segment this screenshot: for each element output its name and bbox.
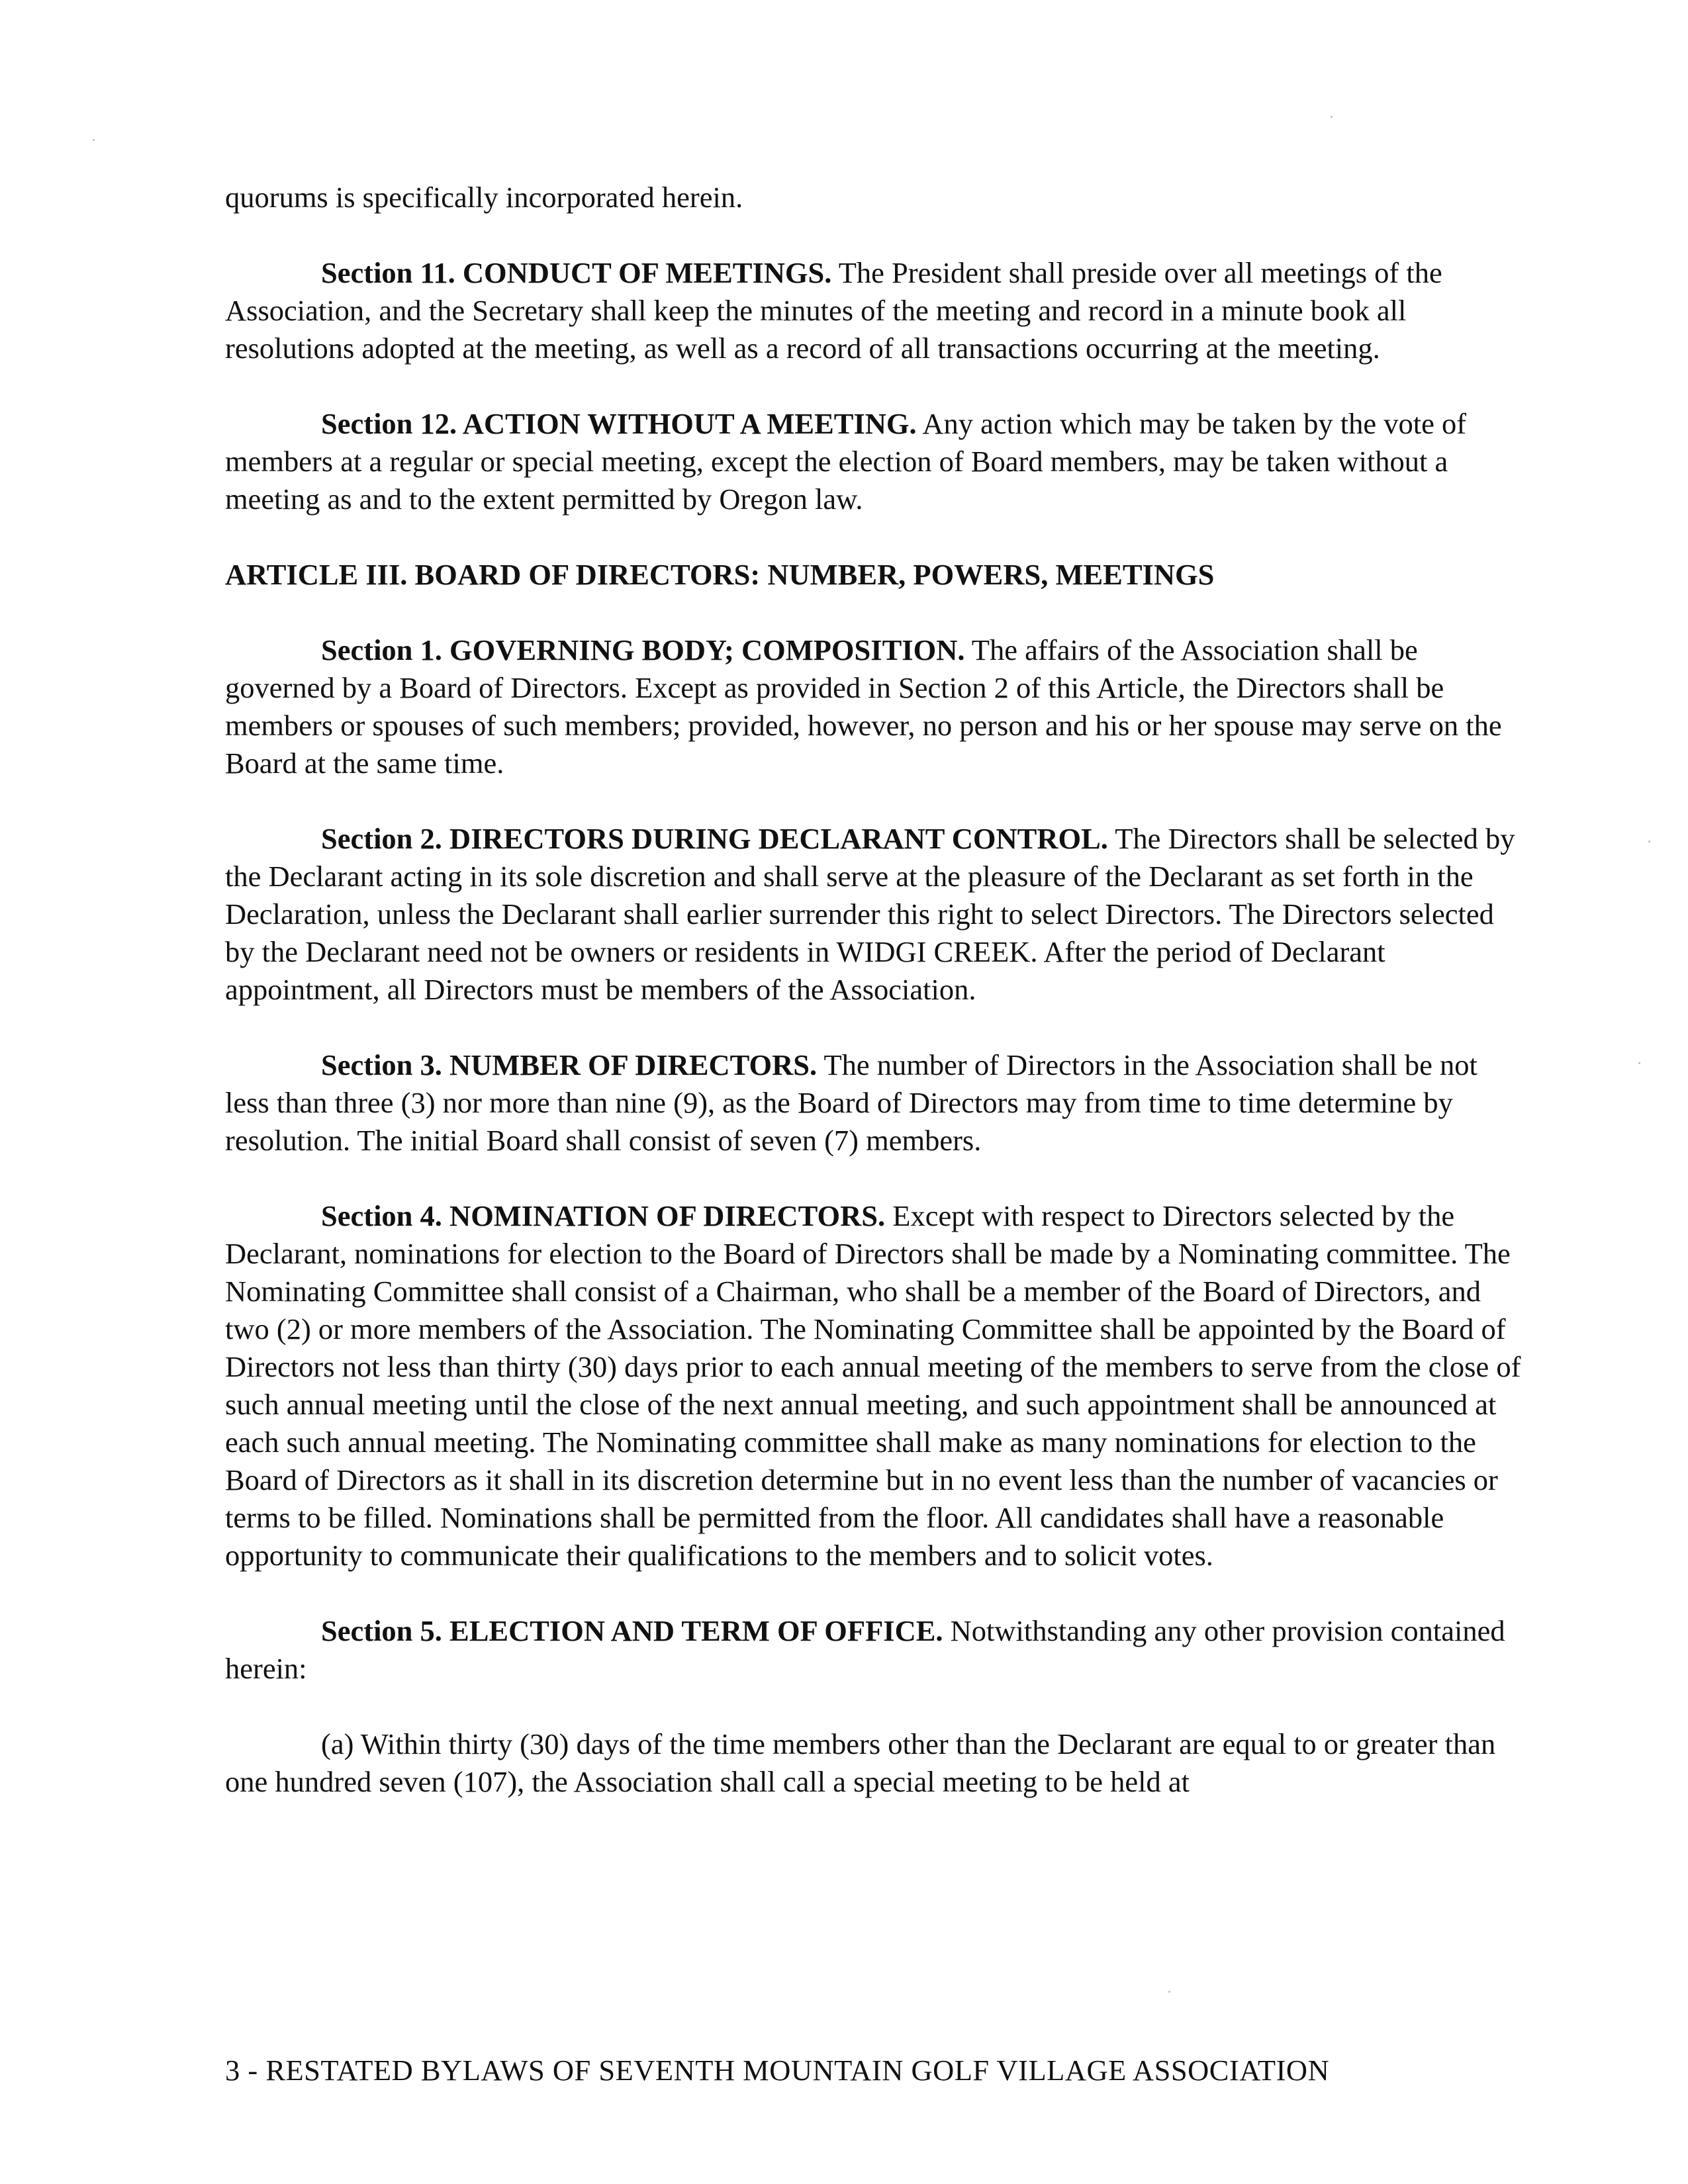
page-footer: 3 - RESTATED BYLAWS OF SEVENTH MOUNTAIN GOLF VILLAGE ASSOCIATION bbox=[225, 2054, 1330, 2087]
section-12-body: Any action which may be taken by the vote of members at a regular or special meeting, except the election of Board members, may be taken without a meeting as and to the extent permitted by Oregon law. bbox=[225, 407, 1467, 516]
continuation-paragraph: quorums is specifically incorporated herein. bbox=[225, 181, 743, 214]
article-iii-section-1-body: The affairs of the Association shall be governed by a Board of Directors. Except as provided in Section 2 of this Article, the Directors shall be members or spouses of such members; provided, however, no person and his or her spouse may serve on the Board at the same time. bbox=[225, 633, 1502, 780]
document-page bbox=[225, 179, 1523, 1839]
section-11-paragraph bbox=[225, 254, 1523, 367]
section-11-heading: Section 11. CONDUCT OF MEETINGS. bbox=[321, 256, 832, 289]
article-iii-section-4-body: Except with respect to Directors selected by the Declarant, nominations for election to the Board of Directors shall be made by a Nominating committee. The Nominating Committee shall consist of a Chairman, who shall be a member of the Board of Directors, and two (2) or more members of the Association. The Nominating Committee shall be appointed by the Board of Directors not less than thirty (30) days prior to each annual meeting of the members to serve from the close of such annual meeting until the close of the next annual meeting, and such appointment shall be announced at each such annual meeting. The Nominating committee shall make as many nominations for election to the Board of Directors as it shall in its discretion determine but in no event less than the number of vacancies or terms to be filled. Nominations shall be permitted from the floor. All candidates shall have a reasonable opportunity to communicate their qualifications to the members and to solicit votes. bbox=[225, 1199, 1521, 1572]
article-iii-section-5-body: Notwithstanding any other provision contained herein: bbox=[225, 1614, 1505, 1685]
article-iii-section-2-paragraph bbox=[225, 820, 1523, 1009]
article-iii-section-2-body: The Directors shall be selected by the Declarant acting in its sole discretion and shall serve at the pleasure of the Declarant as set forth in the Declaration, unless the Declarant shall earlier surrender this right to select Directors. The Directors selected by the Declarant need not be owners or residents in WIDGI CREEK. After the period of Declarant appointment, all Directors must be members of the Association. bbox=[225, 822, 1515, 1006]
article-iii-section-4-heading: Section 4. NOMINATION OF DIRECTORS. bbox=[321, 1199, 886, 1232]
article-iii-section-4-paragraph bbox=[225, 1197, 1523, 1574]
article-iii-section-5-heading: Section 5. ELECTION AND TERM OF OFFICE. bbox=[321, 1614, 943, 1647]
section-11-body: The President shall preside over all meetings of the Association, and the Secretary shall keep the minutes of the meeting and record in a minute book all resolutions adopted at the meeting, as well as a record of all transactions occurring at the meeting. bbox=[225, 256, 1442, 365]
article-iii-title: ARTICLE III. BOARD OF DIRECTORS: NUMBER, POWERS, MEETINGS bbox=[225, 558, 1215, 591]
article-iii-section-1-paragraph bbox=[225, 631, 1523, 782]
article-iii-section-2-heading: Section 2. DIRECTORS DURING DECLARANT CONTROL. bbox=[321, 822, 1108, 855]
scan-speck bbox=[1648, 841, 1650, 842]
article-iii-section-1-heading: Section 1. GOVERNING BODY; COMPOSITION. bbox=[321, 633, 965, 666]
article-iii-section-3-body: The number of Directors in the Association shall be not less than three (3) nor more than nine (9), as the Board of Directors may from time to time determine by resolution. The initial Board shall consist of seven (7) members. bbox=[225, 1048, 1477, 1157]
scan-speck bbox=[1168, 1991, 1170, 1993]
section-12-heading: Section 12. ACTION WITHOUT A MEETING. bbox=[321, 407, 917, 440]
section-12-paragraph bbox=[225, 405, 1523, 518]
article-iii-section-5-paragraph bbox=[225, 1612, 1523, 1688]
scan-speck bbox=[1331, 116, 1333, 118]
scan-speck bbox=[93, 139, 95, 141]
article-iii-section-3-paragraph bbox=[225, 1046, 1523, 1160]
article-iii-section-3-heading: Section 3. NUMBER OF DIRECTORS. bbox=[321, 1048, 818, 1081]
subparagraph-a: (a) Within thirty (30) days of the time members other than the Declarant are equal to or greater than one hundred seven (107), the Association shall call a special meeting to be held at bbox=[225, 1727, 1496, 1798]
scan-speck bbox=[1638, 1062, 1640, 1064]
